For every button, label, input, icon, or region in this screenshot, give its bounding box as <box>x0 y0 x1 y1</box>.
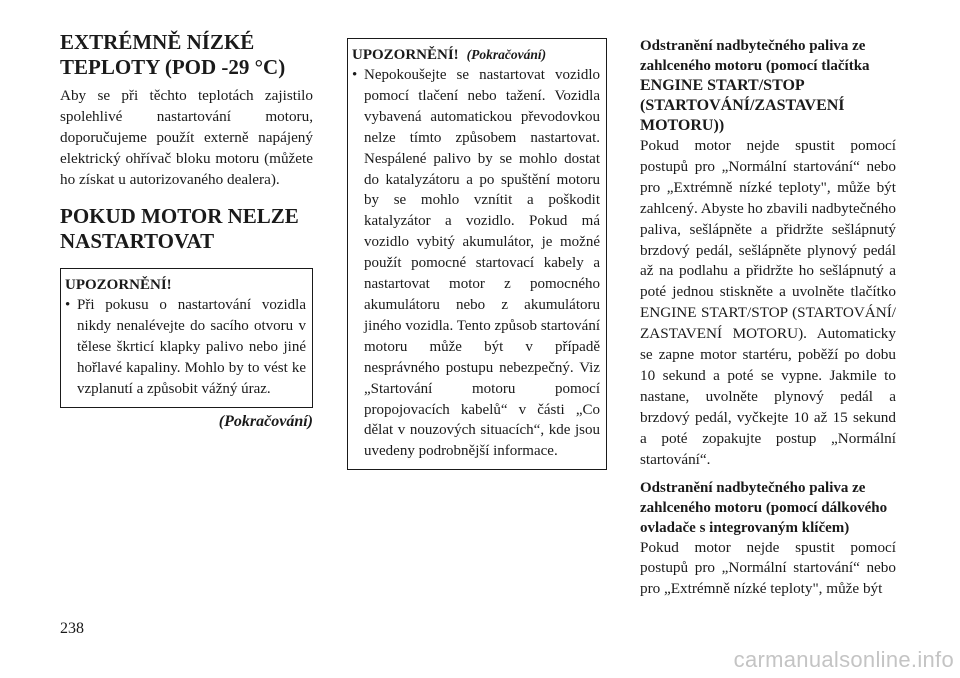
warning-item <box>352 65 600 462</box>
paragraph-flood-clear-key-fob: Pokud motor nejde spustit pomocí postupů pro „Normální startování“ nebo pro „Extrémně nízké teploty", může být <box>640 538 896 598</box>
warning-title-row <box>352 45 600 65</box>
warning-item-text: Při pokusu o nastartování vozidla nikdy nenalévejte do sacího otvoru v tělese škrticí klapky palivo nebo jiné hořlavé kapaliny. Mohlo by to vést ke vzplanutí a způsobit vážný úraz. <box>77 297 306 397</box>
subheading-flood-clear-key-fob: Odstranění nadbytečného paliva ze zahlceného motoru (pomocí dálkového ovladače s integrovaným klíčem) <box>640 479 888 536</box>
warning-list <box>352 65 600 462</box>
bullet-icon: • <box>65 297 71 313</box>
subheading-flood-clear-button: Odstranění nadbytečného paliva ze zahlceného motoru (pomocí tlačítka <box>640 38 870 74</box>
warning-item-text: Nepokoušejte se nastartovat vozidlo pomocí tlačení nebo tažení. Vozidla vybavená automatickou převodovkou nelze tímto způsobem nastartovat. Nespálené palivo by se mohlo dostat do katalyzátoru a po spuštění motoru by se mohlo vznítit a poškodit katalyzátor a vozidlo. Pokud má vozidlo vybitý akumulátor, je možné použít pomocné startovací kabely a nastartovat motor z pomocného akumulátoru nebo z akumulátoru jiného vozidla. Tento způsob startování motoru může být v případě nesprávného postupu nebezpečný. Viz „Startování motoru pomocí propojovacích kabelů“ v části „Co dělat v nouzových situacích“, kde jsou uvedeny podrobnější informace. <box>364 67 600 460</box>
paragraph-extreme-cold: Aby se při těchto teplotách zajistilo spolehlivé nastartování motoru, doporučujeme použít externě napájený elektrický ohřívač bloku motoru (můžete ho získat u autorizovaného dealera). <box>60 87 313 188</box>
warning-box-continued <box>347 38 607 470</box>
subheading-engine-start-stop: ENGINE START/STOP (STARTOVÁNÍ/ZASTAVENÍ MOTORU)) <box>640 77 845 134</box>
page-number: 238 <box>60 620 84 637</box>
left-column <box>60 30 313 431</box>
heading-extreme-cold: EXTRÉMNĚ NÍZKÉ TEPLOTY (POD -29 °C) <box>60 30 286 79</box>
warning-title: UPOZORNĚNÍ! <box>65 277 172 293</box>
heading-engine-fails-to-start: POKUD MOTOR NELZE NASTARTOVAT <box>60 204 299 253</box>
middle-column <box>347 38 607 470</box>
bullet-icon: • <box>352 67 358 83</box>
watermark: carmanualsonline.info <box>733 647 954 672</box>
continued-label: (Pokračování) <box>218 412 313 430</box>
warning-list <box>65 295 306 400</box>
right-column <box>640 36 896 600</box>
paragraph-flood-clear-button: Pokud motor nejde spustit pomocí postupů pro „Normální startování“ nebo pro „Extrémně nízké teploty", může být zahlcený. Abyste ho zbavili nadbytečného paliva, sešlápněte a přidržte sešlápnutý brzdový pedál, sešlápněte plynový pedál až na podlahu a přidržte ho sešlápnutý a poté jednou stiskněte a uvolněte tlačítko ENGINE START/STOP (STARTOVÁNÍ/ ZASTAVENÍ MOTORU). Automaticky se zapne motor startéru, poběží po dobu 10 sekund a poté se vypne. Jakmile to nastane, uvolněte plynový pedál a brzdový pedál, vyčkejte 10 až 15 sekund a poté zopakujte postup „Normální startování“. <box>640 137 896 468</box>
warning-item <box>65 295 306 400</box>
warning-title: UPOZORNĚNÍ! <box>352 47 459 63</box>
warning-continued-label: (Pokračování) <box>466 47 547 62</box>
warning-box <box>60 268 313 408</box>
